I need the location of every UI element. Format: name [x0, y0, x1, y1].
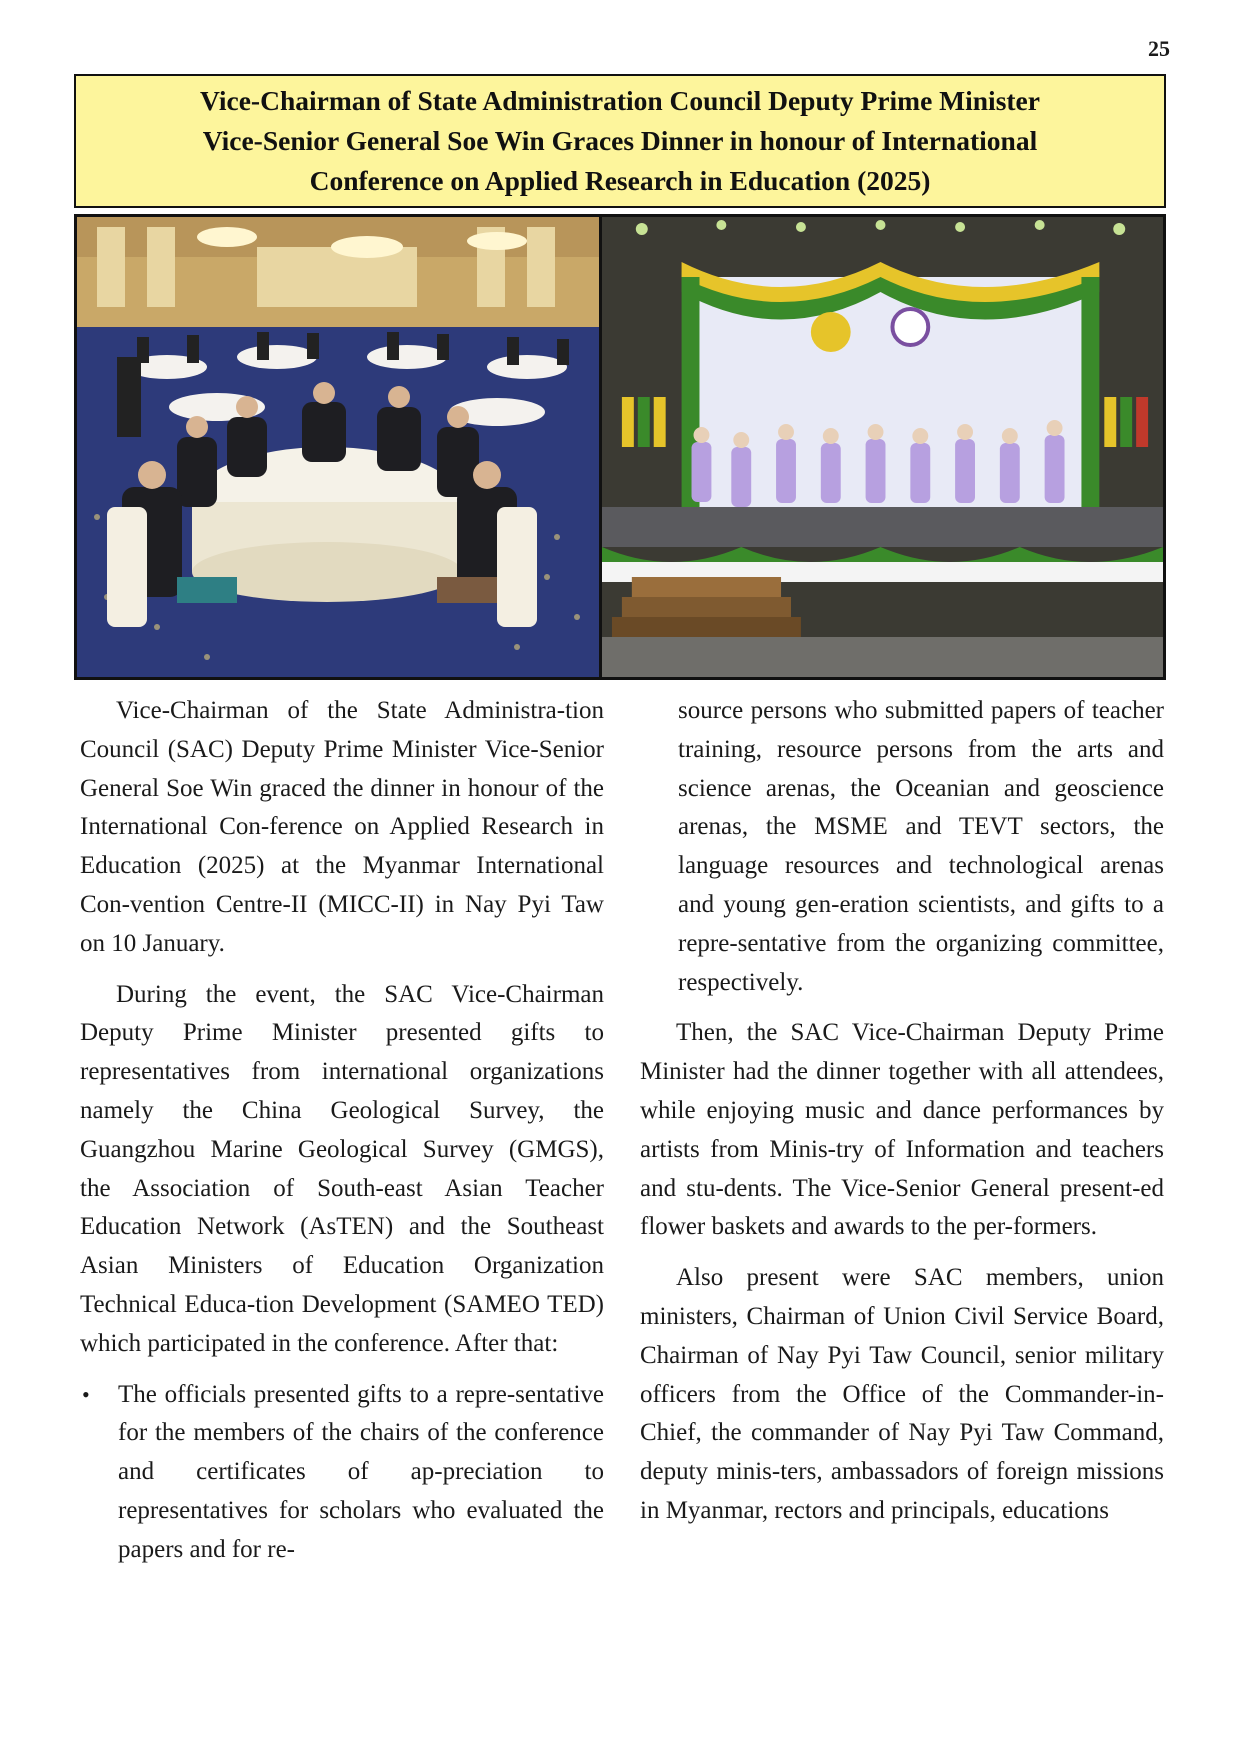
page-number: 25	[1148, 36, 1170, 61]
article-column-left	[80, 692, 604, 1570]
article-column-right	[640, 692, 1164, 1543]
title-line-1: Vice-Chairman of State Administration Council Deputy Prime Minister	[200, 85, 1040, 116]
paragraph-1: Vice-Chairman of the State Administra-tion Council (SAC) Deputy Prime Minister Vice-Senior General Soe Win graced the dinner in honour of the International Con-ference on Applied Research in Education (2025) at the Myanmar International Con-vention Centre-II (MICC-II) in Nay Pyi Taw on 10 January.	[80, 697, 604, 957]
bullet-continuation: source persons who submitted papers of teacher training, resource persons from the arts and science arenas, the Oceanian and geoscience arenas, the MSME and TEVT sectors, the language resources and technological arenas and young gen-eration scientists, and gifts to a repre-sentative from the organizing committee, respectively.	[678, 697, 1164, 996]
title-line-3: Conference on Applied Research in Education (2025)	[309, 165, 931, 196]
photo-banquet-hall	[77, 217, 599, 677]
bullet-item	[80, 1376, 604, 1570]
bullet-icon: •	[82, 1381, 90, 1407]
photo-strip	[74, 214, 1166, 680]
paragraph-2: During the event, the SAC Vice-Chairman Deputy Prime Minister presented gifts to representatives from international organizations namely the China Geological Survey, the Guangzhou Marine Geological Survey (GMGS), the Association of South-east Asian Teacher Education Network (AsTEN) and the Southeast Asian Ministers of Education Organization Technical Educa-tion Development (SAMEO TED) which participated in the conference. After that:	[80, 980, 604, 1357]
bullet-list	[80, 1376, 604, 1570]
bullet-text: The officials presented gifts to a repre-sentative for the members of the chairs of the conference and certificates of ap-preciation to representatives for scholars who evaluated the papers and for re-	[118, 1380, 604, 1563]
photo-gala-stage	[602, 217, 1163, 677]
paragraph-3: Then, the SAC Vice-Chairman Deputy Prime Minister had the dinner together with all attendees, while enjoying music and dance performances by artists from Minis-try of Information and teachers and stu-dents. The Vice-Senior General present-ed flower baskets and awards to the per-formers.	[640, 1019, 1164, 1241]
paragraph-4: Also present were SAC members, union ministers, Chairman of Union Civil Service Board, Chairman of Nay Pyi Taw Council, senior military officers from the Office of the Commander-in-Chief, the commander of Nay Pyi Taw Command, deputy minis-ters, ambassadors of foreign missions in Myanmar, rectors and principals, educations	[640, 1264, 1164, 1524]
title-line-2: Vice-Senior General Soe Win Graces Dinner in honour of International	[202, 125, 1038, 156]
article-title	[74, 74, 1166, 208]
